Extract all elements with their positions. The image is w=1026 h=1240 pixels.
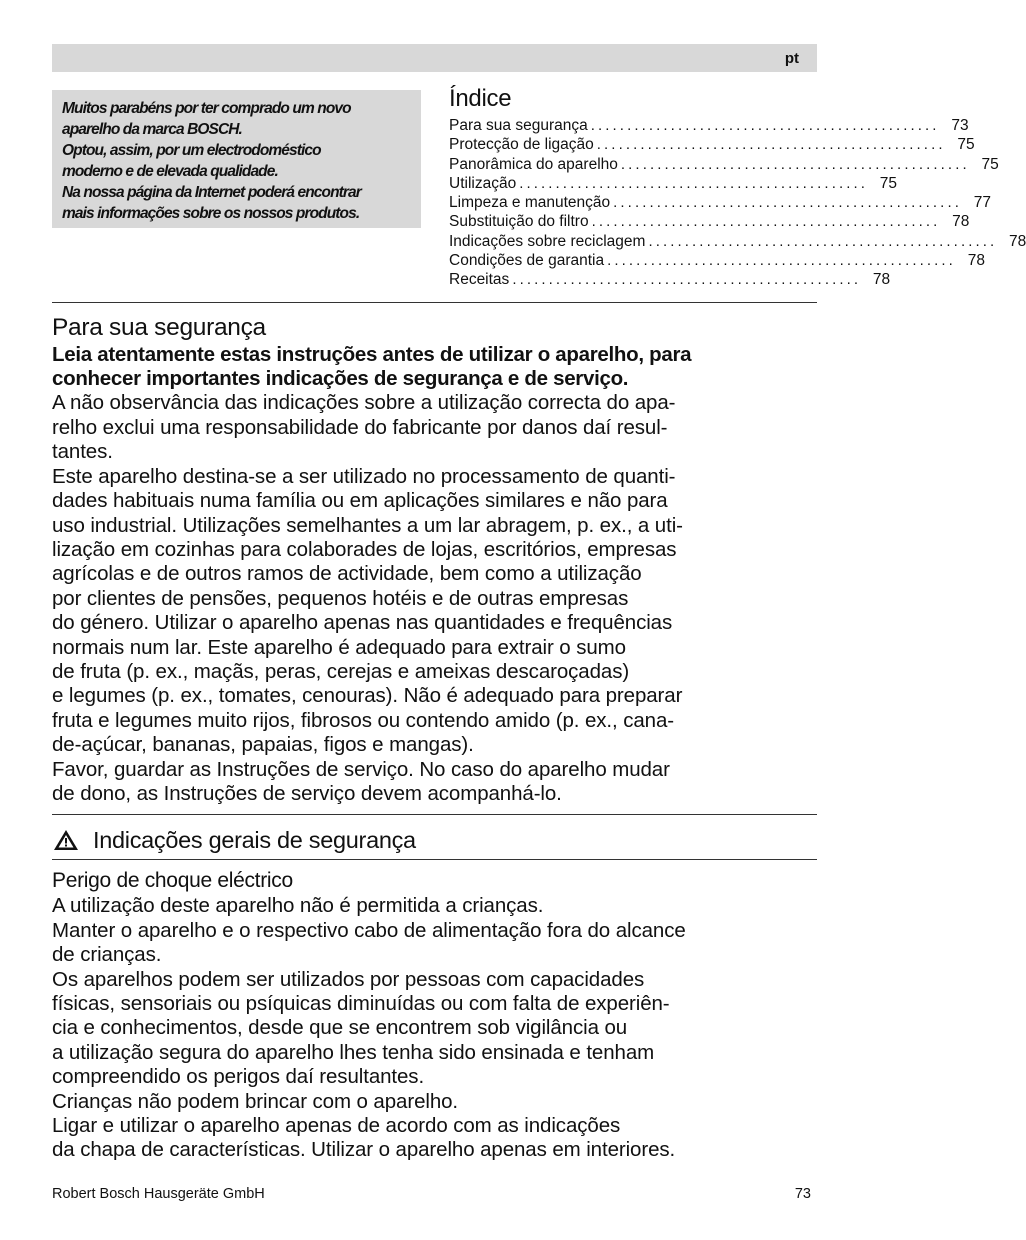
toc-entry-page: 78 — [952, 213, 970, 231]
toc-dot-leader: ................................................ — [591, 213, 941, 231]
toc-entry-page: 75 — [981, 155, 999, 173]
toc-entry[interactable] — [449, 155, 999, 174]
toc-dot-leader: ................................................ — [519, 174, 869, 192]
body-line: A não observância das indicações sobre a utilização correcta do apa- — [52, 391, 676, 415]
footer-company: Robert Bosch Hausgeräte GmbH — [52, 1186, 265, 1202]
page-footer — [52, 1186, 817, 1202]
body-line: de fruta (p. ex., maçãs, peras, cerejas e ameixas descaroçadas) — [52, 659, 630, 683]
table-of-contents — [449, 84, 1026, 290]
safety-lead — [52, 343, 817, 392]
toc-entry[interactable] — [449, 251, 985, 270]
safety-section-title: Para sua segurança — [52, 313, 266, 341]
toc-entry-label: Para sua segurança — [449, 117, 588, 134]
greeting-line: Optou, assim, por um electrodoméstico — [62, 142, 321, 159]
body-line: de-açúcar, bananas, papaias, figos e mangas). — [52, 733, 474, 757]
body-line: Manter o aparelho e o respectivo cabo de alimentação fora do alcance — [52, 918, 686, 942]
toc-entry-page: 73 — [951, 117, 969, 134]
toc-entry-label: Condições de garantia — [449, 252, 605, 270]
toc-entry-label: Protecção de ligação — [449, 136, 594, 154]
section-divider — [52, 814, 817, 815]
toc-dot-leader: ................................................ — [596, 136, 946, 154]
electric-shock-subtitle: Perigo de choque eléctrico — [52, 869, 293, 893]
warning-triangle-icon — [53, 829, 79, 851]
body-line: Favor, guardar as Instruções de serviço. No caso do aparelho mudar — [52, 757, 670, 781]
toc-entry-page: 75 — [879, 174, 898, 192]
body-line: normais num lar. Este aparelho é adequado para extrair o sumo — [52, 635, 626, 659]
toc-entry-label: Panorâmica do aparelho — [449, 155, 618, 173]
greeting-line: moderno e de elevada qualidade. — [62, 163, 278, 180]
footer-page-number: 73 — [794, 1186, 811, 1202]
toc-entry-label: Limpeza e manutenção — [449, 194, 611, 212]
body-line: Este aparelho destina-se a ser utilizado no processamento de quanti- — [52, 464, 676, 488]
toc-entry[interactable] — [449, 174, 898, 193]
toc-entry[interactable] — [449, 270, 891, 289]
safety-body — [52, 391, 817, 806]
toc-entry[interactable] — [449, 135, 975, 154]
greeting-line: Muitos parabéns por ter comprado um novo — [62, 100, 351, 117]
toc-entry-page: 75 — [957, 136, 975, 154]
body-line: físicas, sensoriais ou psíquicas diminuídas ou com falta de experiên- — [52, 992, 670, 1016]
body-line: Ligar e utilizar o aparelho apenas de acordo com as indicações — [52, 1114, 621, 1138]
toc-entry-page: 78 — [967, 252, 985, 270]
body-line: agrícolas e de outros ramos de actividade, bem como a utilização — [52, 562, 642, 586]
toc-dot-leader: ................................................ — [620, 155, 970, 173]
body-line: tantes. — [52, 440, 113, 464]
toc-entry-page: 77 — [973, 194, 991, 212]
toc-entry[interactable] — [449, 193, 991, 212]
greeting-line: Na nossa página da Internet poderá encontrar — [62, 184, 361, 201]
intro-row — [52, 85, 1026, 290]
general-safety-body — [52, 894, 817, 1162]
body-line: fruta e legumes muito rijos, fibrosos ou contendo amido (p. ex., cana- — [52, 708, 674, 732]
body-line: a utilização segura do aparelho lhes tenha sido ensinada e tenham — [52, 1040, 655, 1064]
toc-entry[interactable] — [449, 232, 1026, 251]
body-line: Crianças não podem brincar com o aparelho. — [52, 1089, 459, 1113]
body-line: e legumes (p. ex., tomates, cenouras). Não é adequado para preparar — [52, 684, 683, 708]
language-badge: pt — [784, 49, 799, 67]
toc-entry-label: Indicações sobre reciclagem — [449, 232, 646, 250]
body-line: de dono, as Instruções de serviço devem acompanhá-lo. — [52, 781, 562, 805]
toc-dot-leader: ................................................ — [590, 117, 940, 134]
toc-entry[interactable] — [449, 116, 969, 135]
toc-entry-page: 78 — [872, 271, 891, 289]
toc-title: Índice — [449, 85, 512, 112]
body-line: dades habituais numa família ou em aplicações similares e não para — [52, 489, 668, 513]
toc-entry-label: Substituição do filtro — [449, 213, 589, 231]
toc-dot-leader: ................................................ — [648, 232, 998, 250]
body-line: do género. Utilizar o aparelho apenas nas quantidades e frequências — [52, 611, 673, 635]
body-line: de crianças. — [52, 943, 162, 967]
toc-dot-leader: ................................................ — [512, 271, 862, 289]
section-divider — [52, 859, 817, 860]
body-line: compreendido os perigos daí resultantes. — [52, 1065, 425, 1089]
toc-entry-label: Receitas — [449, 271, 510, 289]
lead-line: Leia atentamente estas instruções antes de utilizar o aparelho, para — [52, 342, 692, 366]
toc-entry-label: Utilização — [449, 174, 517, 192]
body-line: cia e conhecimentos, desde que se encontrem sob vigilância ou — [52, 1016, 628, 1040]
greeting-box — [52, 90, 421, 228]
toc-dot-leader: ................................................ — [613, 194, 962, 212]
toc-entry-page: 78 — [1009, 232, 1026, 250]
toc-dot-leader: ................................................ — [607, 252, 956, 270]
general-safety-heading — [52, 825, 817, 855]
general-safety-title: Indicações gerais de segurança — [93, 827, 416, 854]
manual-page — [52, 44, 1026, 1163]
body-line: por clientes de pensões, pequenos hotéis e de outras empresas — [52, 586, 629, 610]
body-line: da chapa de características. Utilizar o aparelho apenas em interiores. — [52, 1138, 676, 1162]
toc-entry[interactable] — [449, 212, 970, 231]
section-divider — [52, 302, 817, 303]
greeting-line: mais informações sobre os nossos produtos. — [62, 205, 360, 222]
lead-line: conhecer importantes indicações de segurança e de serviço. — [52, 367, 629, 391]
language-bar — [52, 44, 817, 72]
body-line: A utilização deste aparelho não é permitida a crianças. — [52, 894, 544, 918]
body-line: relho exclui uma responsabilidade do fabricante por danos daí resul- — [52, 415, 668, 439]
greeting-line: aparelho da marca BOSCH. — [62, 121, 242, 138]
body-line: uso industrial. Utilizações semelhantes a um lar abragem, p. ex., a uti- — [52, 513, 683, 537]
body-line: Os aparelhos podem ser utilizados por pessoas com capacidades — [52, 967, 645, 991]
body-line: lização em cozinhas para colaborades de lojas, escritórios, empresas — [52, 537, 677, 561]
